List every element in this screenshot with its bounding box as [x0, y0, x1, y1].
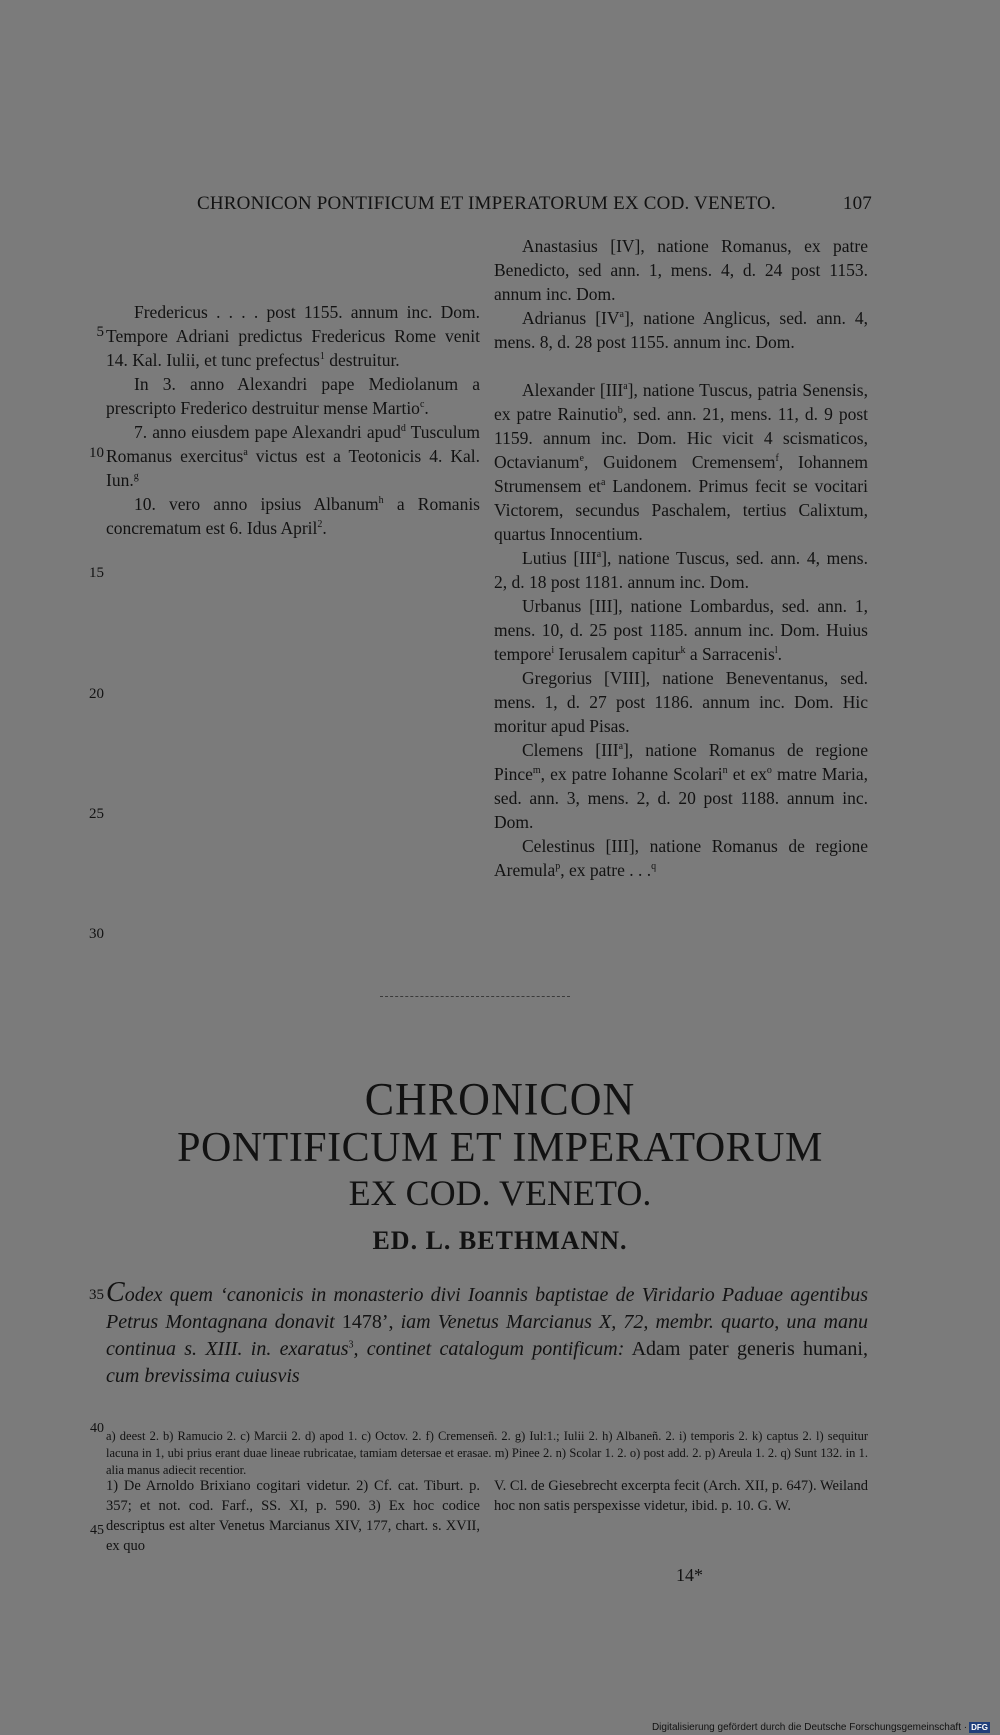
pope-entry-anastasius: Anastasius [IV], natione Romanus, ex patre Benedicto, sed ann. 1, mens. 4, d. 24 post 1153. annum inc. Dom.	[494, 236, 868, 304]
running-header	[197, 193, 872, 215]
pope-entry-gregorius: Gregorius [VIII], natione Beneventanus, sed. mens. 1, d. 27 post 1186. annum inc. Dom. Hic moritur apud Pisas.	[494, 668, 868, 736]
paragraph: 7. anno eiusdem pape Alexandri apud$^d$ Tusculum Romanus exercitus$^a$ victus est a Teotonicis 4. Kal. Iun.$^g$	[106, 422, 481, 490]
line-number: 20	[89, 686, 104, 702]
paragraph: In 3. anno Alexandri pape Mediolanum a prescripto Frederico destruitur mense Martio$^c$.	[106, 374, 480, 418]
page-number: 107	[842, 193, 872, 214]
dfg-logo: DFG	[971, 1723, 988, 1732]
right-column	[494, 234, 868, 882]
line-number: 15	[89, 565, 104, 581]
line-number: 45	[90, 1523, 104, 1538]
line-number: 35	[89, 1287, 104, 1303]
footnotes-numbers-right: V. Cl. de Giesebrecht excerpta fecit (Arch. XII, p. 647). Weiland hoc non satis perspexisse videtur, ibid. p. 10. G. W.	[494, 1478, 868, 1514]
pope-entry-adrianus: Adrianus $[IV^a]$, natione Anglicus, sed. ann. 4, mens. 8, d. 28 post 1155. annum inc. Dom.	[494, 308, 869, 352]
pope-entry-lutius: Lutius [III$^a$], natione Tuscus, sed. ann. 4, mens. 2, d. 18 post 1181. annum inc. Dom.	[494, 548, 868, 592]
drop-initial: C	[106, 1277, 125, 1308]
line-number: 30	[89, 926, 104, 942]
line-number: 10	[89, 445, 104, 461]
intro-paragraph: Codex quem ‘canonicis in monasterio divi Ioannis baptistae de Viridario Paduae agentibus Petrus Montagnana donavit 1478’, iam Venetus Marcianus X, 72, membr. quarto, una manu continua s. XIII. in. exaratus$^3$, continet catalogum pontificum: Adam pater generis humani, cum brevissima cuiusvis	[106, 1277, 868, 1387]
section-title-line1: CHRONICON	[364, 1073, 636, 1126]
pope-entry-alexander: Alexander [III$^a$], natione Tuscus, patria Senensis, ex patre Rainutio$^b$, sed. ann. 21, mens. 11, d. 9 post 1159. annum inc. Dom. Hic vicit 4 scismaticos, Octavianum$^e$, Guidonem Cremensem$^f$, Iohannem Strumensem $et^a$ Landonem. Primus fecit se vocitari Victorem, secundus Paschalem, tertius Calixtum, quartus Innocentium.	[494, 380, 869, 544]
line-number: 5	[96, 324, 104, 340]
paragraph: 10. vero anno ipsius Albanum$^h$ a Romanis concrematum est 6. Idus April$^2$.	[106, 494, 480, 538]
pope-entry-urbanus: Urbanus [III], natione Lombardus, sed. ann. 1, mens. 10, d. 25 post 1185. annum inc. Dom. Huius tempore$^i$ Ierusalem capitur$^k$ a Sarracenis$^l$.	[494, 596, 868, 664]
pope-entry-celestinus: Celestinus [III], natione Romanus de regione Aremula$^p$, ex patre . . .$^q$	[494, 836, 868, 880]
footnotes-letters: a) deest 2. b) Ramucio 2. c) Marcii 2. d) apod 1. c) Octov. 2. f) Cremenseñ. 2. g) Iul:1.; Iulii 2. h) Albaneñ. 2. i) temporis 2. k) captus 2. l) sequitur lacuna in 1, ubi prius erant duae lineae rubricatae, tamiam detersae et erasae. m) Pinee 2. n) Scolar 1. 2. o) post add. 2. p) Areula 1. 2. q) Sunt 132. in 1. alia manus adiecit recentior.	[106, 1429, 868, 1477]
section-title-line2: PONTIFICUM ET IMPERATORUM	[177, 1125, 823, 1171]
section-divider	[380, 996, 570, 997]
digitization-footer	[652, 1722, 990, 1733]
paragraph: Fredericus . . . . post 1155. annum inc. Dom. Tempore Adriani predictus Fredericus Rome venit 14. Kal. Iulii, et tunc prefectus$^1$ destruitur.	[106, 302, 480, 370]
running-title: CHRONICON PONTIFICUM ET IMPERATORUM EX COD. VENETO.	[197, 193, 776, 214]
editor-line: ED. L. BETHMANN.	[372, 1226, 628, 1255]
footer-text: Digitalisierung gefördert durch die Deutsche Forschungsgemeinschaft ·	[651, 1722, 968, 1733]
left-column	[106, 300, 480, 540]
sheet-signature: 14*	[676, 1565, 703, 1585]
footnotes-numbers-left: 1) De Arnoldo Brixiano cogitari videtur. 2) Cf. cat. Tiburt. p. 357; et not. cod. Farf., SS. XI, p. 590. 3) Ex hoc codice descriptus est alter Venetus Marcianus XIV, 177, chart. s. XVII, ex quo	[106, 1478, 480, 1554]
section-title-line3: EX COD. VENETO.	[348, 1173, 652, 1213]
line-number: 25	[89, 806, 104, 822]
pope-entry-clemens: Clemens [III$^a$], natione Romanus de regione Pince$^m$, ex patre Iohanne Scolari$^n$ et $ex^o$ matre Maria, sed. ann. 3, mens. 2, d. 20 post 1188. annum inc. Dom.	[494, 740, 868, 832]
line-number: 40	[90, 1421, 104, 1436]
